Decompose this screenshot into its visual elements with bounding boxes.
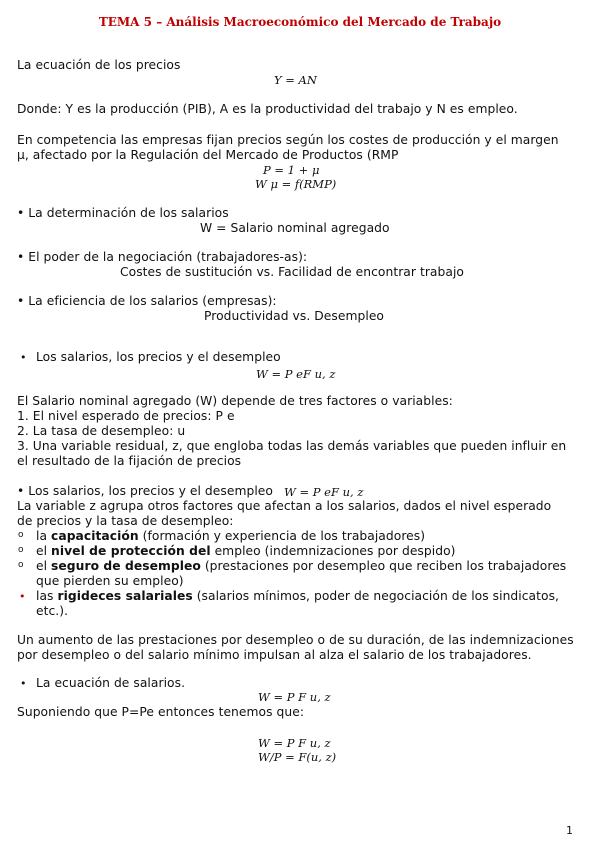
suponiendo-text: Suponiendo que P=Pe entonces tenemos que: xyxy=(17,705,305,719)
z-item-suffix: (prestaciones por desempleo que reciben los trabajadores xyxy=(200,559,567,573)
wage-determination-bullet: • La determinación de los salarios xyxy=(17,206,229,220)
factor-item-2: 2. La tasa de desempleo: u xyxy=(17,424,186,438)
sub-bullet-marker: o xyxy=(18,545,24,555)
factors-intro: El Salario nominal agregado (W) depende de tres factores o variables: xyxy=(17,394,453,408)
z-item-protection xyxy=(36,544,456,559)
z-item-insurance xyxy=(36,559,566,574)
prices-heading: La ecuación de los precios xyxy=(17,58,181,72)
production-equation: Y = AN xyxy=(274,73,317,87)
z-item-suffix: empleo (indemnizaciones por despido) xyxy=(210,544,456,558)
competition-line-2: μ, afectado por la Regulación del Mercado de Productos (RMP xyxy=(17,148,399,162)
page-number: 1 xyxy=(566,824,573,837)
bullet-marker: • xyxy=(20,677,27,690)
z-item-bold: capacitación xyxy=(51,529,139,543)
bargaining-bullet: • El poder de la negociación (trabajadores-as): xyxy=(17,250,308,264)
z-item-rigidities-line-2: etc.). xyxy=(36,604,69,618)
competition-line-1: En competencia las empresas fijan precios según los costes de producción y el margen xyxy=(17,133,559,147)
wage-equation: W = P F u, z xyxy=(258,690,331,704)
z-item-insurance-line-2: que pierden su empleo) xyxy=(36,574,184,588)
z-bullet-equation: W = P eF u, z xyxy=(284,485,364,499)
wages-prices-bullet: Los salarios, los precios y el desempleo xyxy=(36,350,281,364)
factor-item-3-line-2: el resultado de la fijación de precios xyxy=(17,454,242,468)
document-title: TEMA 5 – Análisis Macroeconómico del Mercado de Trabajo xyxy=(98,15,502,29)
z-item-prefix: las xyxy=(36,589,58,603)
bullet-marker: • xyxy=(20,351,27,364)
efficiency-bullet: • La eficiencia de los salarios (empresas): xyxy=(17,294,277,308)
donde-paragraph: Donde: Y es la producción (PIB), A es la productividad del trabajo y N es empleo. xyxy=(17,102,518,116)
z-item-prefix: la xyxy=(36,529,52,543)
wage-setting-equation: W = P eF u, z xyxy=(256,367,336,381)
z-item-suffix: (salarios mínimos, poder de negociación de los sindicatos, xyxy=(192,589,560,603)
z-item-rigidities xyxy=(36,589,559,604)
z-item-prefix: el xyxy=(36,559,52,573)
factor-item-3-line-1: 3. Una variable residual, z, que engloba todas las demás variables que pueden influir en xyxy=(17,439,567,453)
wage-determination-sub: W = Salario nominal agregado xyxy=(200,221,390,235)
margin-equation: W μ = f(RMP) xyxy=(255,177,337,191)
z-bullet-text: • Los salarios, los precios y el desempleo xyxy=(17,484,273,498)
bargaining-sub: Costes de sustitución vs. Facilidad de encontrar trabajo xyxy=(120,265,464,279)
wage-equation-bullet: La ecuación de salarios. xyxy=(36,676,186,690)
z-item-suffix: (formación y experiencia de los trabajadores) xyxy=(138,529,426,543)
sub-bullet-marker: o xyxy=(18,560,24,570)
z-line-2: de precios y la tasa de desempleo: xyxy=(17,514,234,528)
increase-line-1: Un aumento de las prestaciones por desempleo o de su duración, de las indemnizaciones xyxy=(17,633,574,647)
z-line-1: La variable z agrupa otros factores que afectan a los salarios, dados el nivel esperado xyxy=(17,499,552,513)
z-item-bold: nivel de protección del xyxy=(51,544,211,558)
sub-bullet-marker: o xyxy=(18,530,24,540)
price-equation: P = 1 + μ xyxy=(263,163,320,177)
efficiency-sub: Productividad vs. Desempleo xyxy=(204,309,385,323)
z-item-training xyxy=(36,529,425,544)
factor-item-1: 1. El nivel esperado de precios: P e xyxy=(17,409,235,423)
z-item-prefix: el xyxy=(36,544,52,558)
real-wage-equation: W/P = F(u, z) xyxy=(258,750,337,764)
increase-line-2: por desempleo o del salario mínimo impulsan al alza el salario de los trabajadores. xyxy=(17,648,532,662)
z-item-bold: rigideces salariales xyxy=(57,589,193,603)
wage-equation-repeat: W = P F u, z xyxy=(258,736,331,750)
sub-bullet-marker-red: • xyxy=(19,590,26,603)
z-item-bold: seguro de desempleo xyxy=(51,559,201,573)
